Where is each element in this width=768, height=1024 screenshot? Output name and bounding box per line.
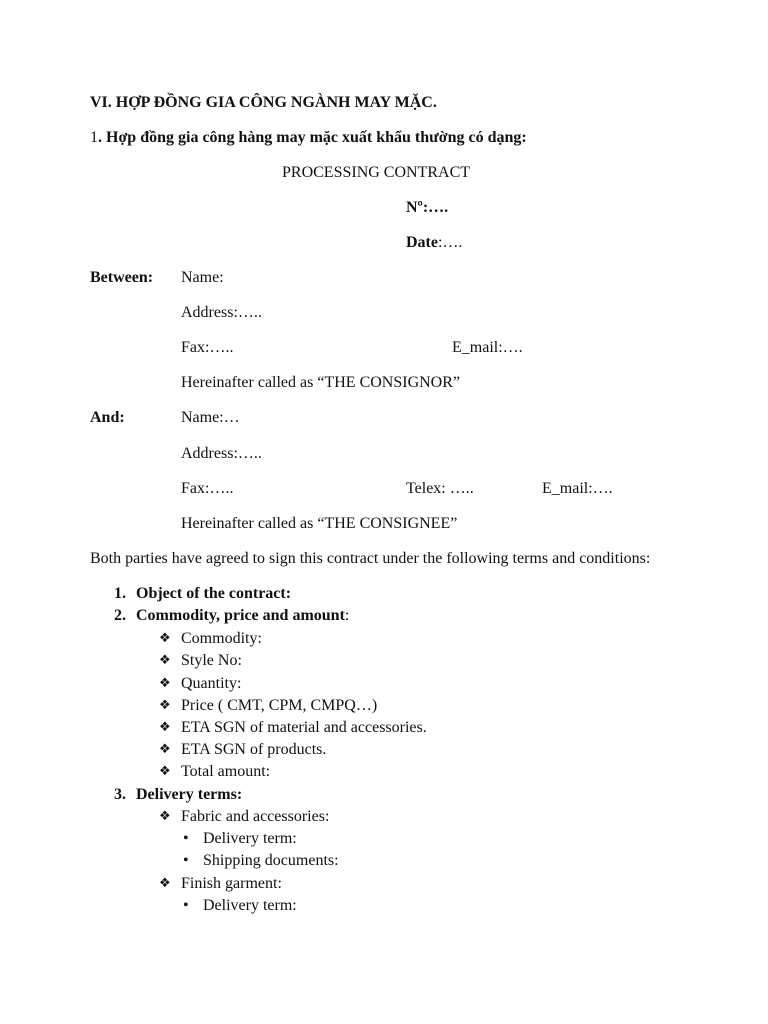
term-1-number: 1. [114, 585, 126, 602]
consignor-address: Address:….. [181, 304, 262, 321]
price-item: Price ( CMT, CPM, CMPQ…) [181, 697, 378, 714]
eta-products-item: ETA SGN of products. [181, 741, 327, 758]
consignor-email: E_mail:…. [452, 339, 523, 356]
subheading [90, 128, 527, 148]
contract-date-label: Date [406, 234, 438, 251]
term-3-label: Delivery terms: [136, 786, 243, 803]
round-bullet-icon: • [183, 897, 189, 914]
eta-material-item: ETA SGN of material and accessories. [181, 719, 427, 736]
contract-title: PROCESSING CONTRACT [282, 164, 471, 181]
term-2-label: Commodity, price and amount [136, 607, 345, 624]
consignee-name: Name:… [181, 409, 240, 426]
consignee-telex: Telex: ….. [406, 480, 474, 497]
diamond-bullet-icon: ❖ [159, 876, 171, 891]
between-label: Between: [90, 269, 154, 286]
term-2-heading [136, 606, 349, 626]
finish-garment-item: Finish garment: [181, 875, 282, 892]
fabric-shipping-documents: Shipping documents: [203, 852, 339, 869]
diamond-bullet-icon: ❖ [159, 631, 171, 646]
consignee-address: Address:….. [181, 445, 262, 462]
consignor-fax: Fax:….. [181, 339, 234, 356]
subheading-number: 1 [90, 129, 98, 146]
round-bullet-icon: • [183, 830, 189, 847]
and-label: And: [90, 409, 125, 426]
diamond-bullet-icon: ❖ [159, 653, 171, 668]
diamond-bullet-icon: ❖ [159, 742, 171, 757]
quantity-item: Quantity: [181, 675, 242, 692]
agreement-sentence: Both parties have agreed to sign this contract under the following terms and conditions: [90, 550, 651, 567]
consignee-email: E_mail:…. [542, 480, 613, 497]
diamond-bullet-icon: ❖ [159, 809, 171, 824]
commodity-item: Commodity: [181, 630, 262, 647]
subheading-text: . Hợp đồng gia công hàng may mặc xuất khẩu thường có dạng: [98, 129, 527, 146]
fabric-delivery-term: Delivery term: [203, 830, 297, 847]
round-bullet-icon: • [183, 852, 189, 869]
finish-delivery-term: Delivery term: [203, 897, 297, 914]
fabric-accessories-item: Fabric and accessories: [181, 808, 330, 825]
term-3-number: 3. [114, 786, 126, 803]
consignor-hereinafter: Hereinafter called as “THE CONSIGNOR” [181, 374, 461, 391]
contract-date-value: :…. [437, 234, 463, 251]
consignee-fax: Fax:….. [181, 480, 234, 497]
contract-number: Nº:…. [406, 199, 449, 216]
total-amount-item: Total amount: [181, 763, 271, 780]
contract-date [406, 233, 462, 253]
term-1-label: Object of the contract: [136, 585, 292, 602]
diamond-bullet-icon: ❖ [159, 764, 171, 779]
diamond-bullet-icon: ❖ [159, 676, 171, 691]
consignee-hereinafter: Hereinafter called as “THE CONSIGNEE” [181, 515, 458, 532]
term-2-colon: : [344, 607, 350, 624]
section-title: VI. HỢP ĐỒNG GIA CÔNG NGÀNH MAY MẶC. [90, 94, 437, 111]
diamond-bullet-icon: ❖ [159, 698, 171, 713]
consignor-name: Name: [181, 269, 224, 286]
style-no-item: Style No: [181, 652, 242, 669]
term-2-number: 2. [114, 607, 126, 624]
diamond-bullet-icon: ❖ [159, 720, 171, 735]
